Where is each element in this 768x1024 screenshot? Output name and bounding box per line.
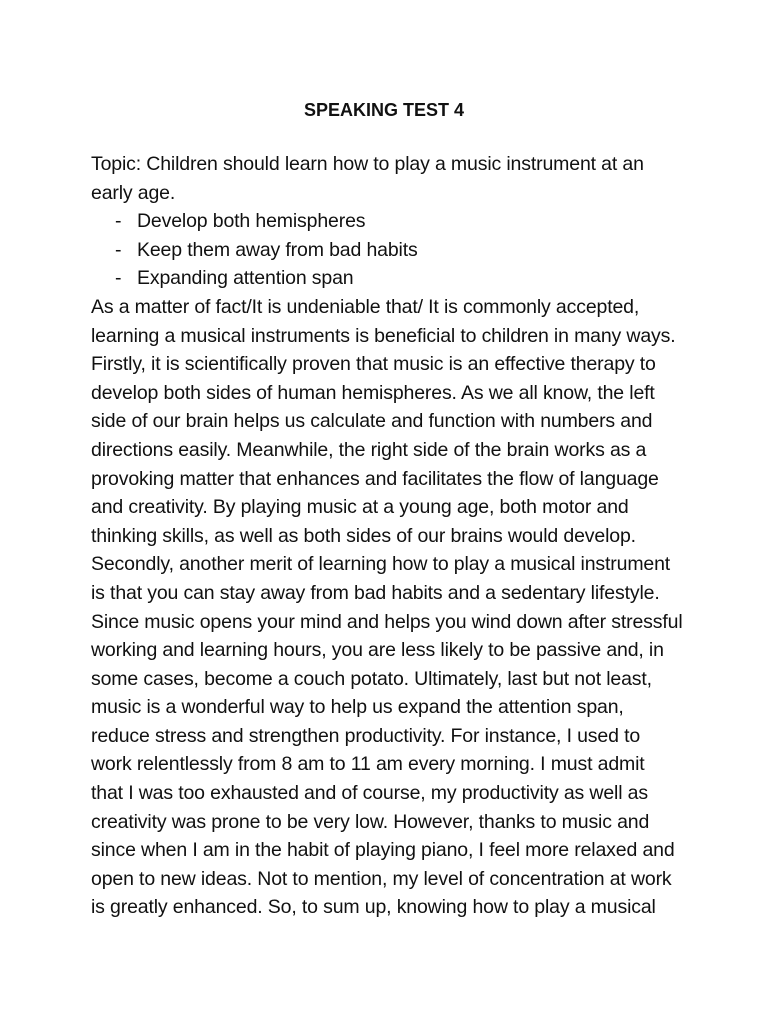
bullet-dash: - <box>115 267 122 290</box>
page-title: SPEAKING TEST 4 <box>303 100 465 120</box>
bullet-text: Keep them away from bad habits <box>137 238 418 261</box>
bullet-item <box>91 264 741 293</box>
document-content <box>91 150 741 922</box>
bullet-item <box>91 236 741 265</box>
bullet-item <box>91 207 741 236</box>
bullet-text: Develop both hemispheres <box>137 210 366 233</box>
bullet-dash: - <box>115 238 122 261</box>
bullet-dash: - <box>115 210 122 233</box>
topic-line: Topic: Children should learn how to play a music instrument at an early age. <box>91 153 644 204</box>
bullet-text: Expanding attention span <box>137 267 354 290</box>
body-paragraph: As a matter of fact/It is undeniable that/ It is commonly accepted, learning a musical instruments is beneficial to children in many ways. Firstly, it is scientifically proven that music is an effective therapy to develop both sides of human hemispheres. As we all know, the left side of our brain helps us calculate and function with numbers and directions easily. Meanwhile, the right side of the brain works as a provoking matter that enhances and facilitates the flow of language and creativity. By playing music at a young age, both motor and thinking skills, as well as both sides of our brains would develop. Secondly, another merit of learning how to play a musical instrument is that you can stay away from bad habits and a sedentary lifestyle. Since music opens your mind and helps you wind down after stressful working and learning hours, you are less likely to be passive and, in some cases, become a couch potato. Ultimately, last but not least, music is a wonderful way to help us expand the attention span, reduce stress and strengthen productivity. For instance, I used to work relentlessly from 8 am to 11 am every morning. I must admit that I was too exhausted and of course, my productivity as well as creativity was prone to be very low. However, thanks to music and since when I am in the habit of playing piano, I feel more relaxed and open to new ideas. Not to mention, my level of concentration at work is greatly enhanced. So, to sum up, knowing how to play a musical <box>91 295 683 919</box>
bullet-list <box>91 207 741 293</box>
